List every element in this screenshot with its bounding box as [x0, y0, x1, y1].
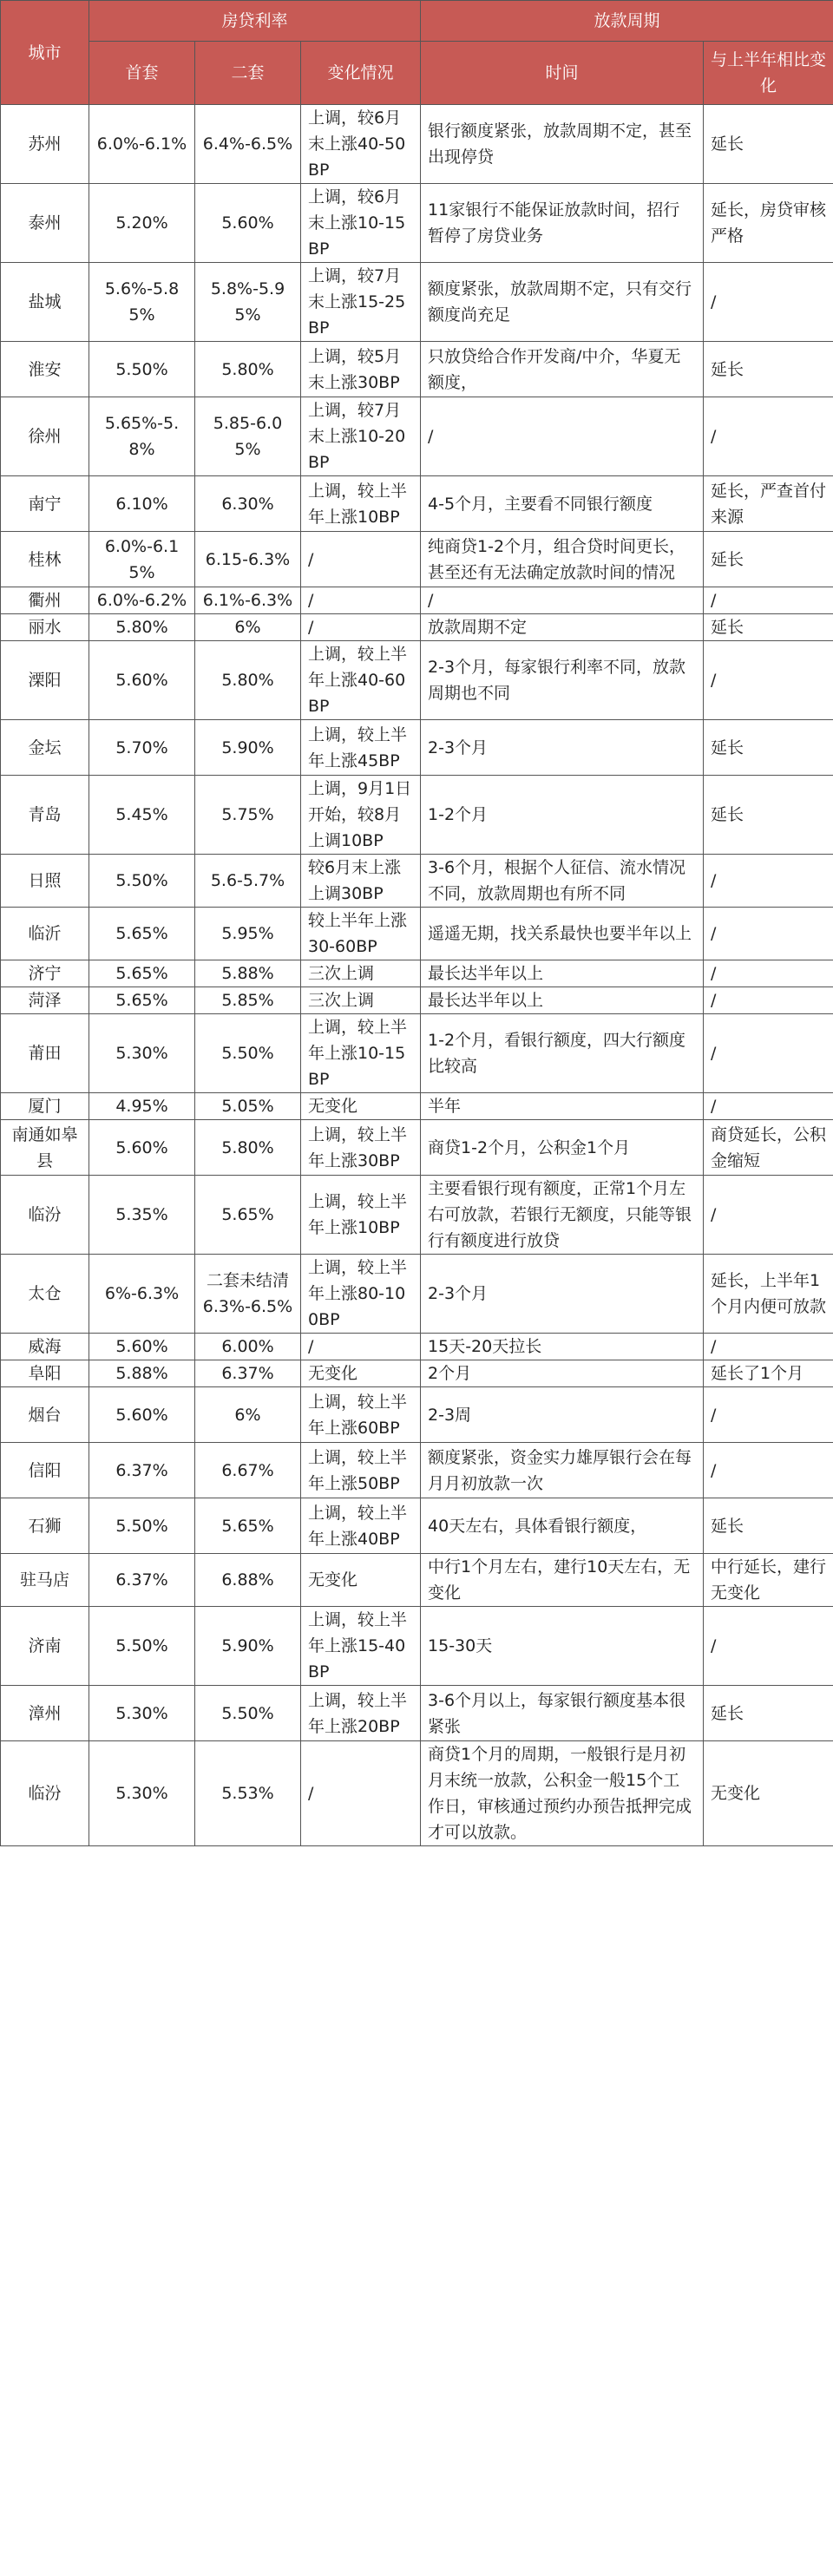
table-row — [1, 1176, 833, 1255]
cell-first-home: 6.0%-6.2% — [89, 587, 195, 614]
cell-change: 上调，较5月末上涨30BP — [301, 342, 421, 397]
cell-city: 盐城 — [1, 263, 89, 342]
cell-compare: / — [704, 1607, 833, 1686]
cell-change: 上调，较7月末上涨15-25BP — [301, 263, 421, 342]
cell-second-home: 5.85-6.05% — [195, 397, 301, 476]
table-row — [1, 1360, 833, 1387]
cell-time: 额度紧张，放款周期不定，只有交行额度尚充足 — [421, 263, 704, 342]
table-row — [1, 1334, 833, 1360]
cell-city: 济南 — [1, 1607, 89, 1686]
cell-city: 漳州 — [1, 1686, 89, 1741]
table-row — [1, 1014, 833, 1093]
table-row — [1, 587, 833, 614]
table-row — [1, 1741, 833, 1846]
cell-change: 上调，较6月末上涨10-15BP — [301, 184, 421, 263]
cell-city: 临汾 — [1, 1741, 89, 1846]
cell-change: 三次上调 — [301, 960, 421, 987]
cell-compare: 延长，房贷审核严格 — [704, 184, 833, 263]
table-row — [1, 1554, 833, 1607]
cell-change: 上调，较上半年上涨10BP — [301, 476, 421, 532]
cell-change: 上调，较上半年上涨15-40BP — [301, 1607, 421, 1686]
cell-compare: 延长 — [704, 720, 833, 776]
cell-time: 主要看银行现有额度，正常1个月左右可放款，若银行无额度，只能等银行有额度进行放贷 — [421, 1176, 704, 1255]
cell-change: 上调，较上半年上涨10-15BP — [301, 1014, 421, 1093]
cell-compare: / — [704, 397, 833, 476]
table-body — [1, 105, 833, 1846]
cell-change: 上调，较上半年上涨20BP — [301, 1686, 421, 1741]
cell-time: 最长达半年以上 — [421, 987, 704, 1014]
cell-second-home: 6.37% — [195, 1360, 301, 1387]
cell-change: 三次上调 — [301, 987, 421, 1014]
cell-first-home: 5.60% — [89, 1334, 195, 1360]
cell-city: 桂林 — [1, 532, 89, 587]
cell-compare: / — [704, 587, 833, 614]
cell-second-home: 6% — [195, 1387, 301, 1443]
table-row — [1, 960, 833, 987]
cell-city: 烟台 — [1, 1387, 89, 1443]
cell-first-home: 5.70% — [89, 720, 195, 776]
cell-first-home: 5.65% — [89, 960, 195, 987]
cell-first-home: 6.0%-6.1% — [89, 105, 195, 184]
table-row — [1, 397, 833, 476]
cell-city: 淮安 — [1, 342, 89, 397]
table-row — [1, 1387, 833, 1443]
cell-change: / — [301, 1334, 421, 1360]
cell-first-home: 6.0%-6.15% — [89, 532, 195, 587]
cell-compare: 延长 — [704, 614, 833, 641]
header-rate-group: 房贷利率 — [89, 1, 421, 42]
cell-compare: / — [704, 908, 833, 960]
cell-change: 无变化 — [301, 1093, 421, 1120]
cell-time: 商贷1个月的周期，一般银行是月初月末统一放款，公积金一般15个工作日，审核通过预约办预告抵押完成才可以放款。 — [421, 1741, 704, 1846]
cell-second-home: 5.60% — [195, 184, 301, 263]
cell-city: 徐州 — [1, 397, 89, 476]
table-row — [1, 1255, 833, 1334]
cell-first-home: 4.95% — [89, 1093, 195, 1120]
cell-time: 纯商贷1-2个月，组合贷时间更长，甚至还有无法确定放款时间的情况 — [421, 532, 704, 587]
cell-second-home: 5.65% — [195, 1176, 301, 1255]
cell-first-home: 5.60% — [89, 1387, 195, 1443]
cell-time: 最长达半年以上 — [421, 960, 704, 987]
cell-compare: / — [704, 1093, 833, 1120]
cell-city: 石狮 — [1, 1498, 89, 1554]
cell-city: 苏州 — [1, 105, 89, 184]
cell-change: / — [301, 614, 421, 641]
cell-change: 上调，较上半年上涨50BP — [301, 1443, 421, 1498]
cell-time: 15-30天 — [421, 1607, 704, 1686]
table-row — [1, 1120, 833, 1176]
table-row — [1, 614, 833, 641]
cell-time: 11家银行不能保证放款时间，招行暂停了房贷业务 — [421, 184, 704, 263]
cell-time: 2个月 — [421, 1360, 704, 1387]
cell-second-home: 6.4%-6.5% — [195, 105, 301, 184]
cell-compare: 延长，上半年1个月内便可放款 — [704, 1255, 833, 1334]
cell-second-home: 5.6-5.7% — [195, 855, 301, 908]
header-compare: 与上半年相比变化 — [704, 42, 833, 105]
cell-compare: / — [704, 987, 833, 1014]
cell-compare: / — [704, 641, 833, 720]
table-row — [1, 1686, 833, 1741]
cell-change: 上调，较上半年上涨80-100BP — [301, 1255, 421, 1334]
cell-change: / — [301, 1741, 421, 1846]
cell-second-home: 5.90% — [195, 720, 301, 776]
cell-time: 放款周期不定 — [421, 614, 704, 641]
cell-city: 临汾 — [1, 1176, 89, 1255]
table-row — [1, 720, 833, 776]
cell-compare: / — [704, 1176, 833, 1255]
cell-city: 金坛 — [1, 720, 89, 776]
cell-change: 较6月末上涨上调30BP — [301, 855, 421, 908]
header-city: 城市 — [1, 1, 89, 105]
cell-city: 泰州 — [1, 184, 89, 263]
table-row — [1, 476, 833, 532]
cell-compare: / — [704, 960, 833, 987]
cell-city: 丽水 — [1, 614, 89, 641]
cell-second-home: 6.67% — [195, 1443, 301, 1498]
table-row — [1, 987, 833, 1014]
cell-first-home: 5.65% — [89, 908, 195, 960]
cell-second-home: 5.88% — [195, 960, 301, 987]
cell-compare: / — [704, 1014, 833, 1093]
cell-compare: 中行延长，建行无变化 — [704, 1554, 833, 1607]
cell-first-home: 5.30% — [89, 1686, 195, 1741]
table-row — [1, 908, 833, 960]
cell-time: 额度紧张，资金实力雄厚银行会在每月月初放款一次 — [421, 1443, 704, 1498]
cell-city: 衢州 — [1, 587, 89, 614]
cell-first-home: 6%-6.3% — [89, 1255, 195, 1334]
cell-first-home: 5.88% — [89, 1360, 195, 1387]
cell-city: 厦门 — [1, 1093, 89, 1120]
cell-time: 商贷1-2个月，公积金1个月 — [421, 1120, 704, 1176]
cell-change: / — [301, 532, 421, 587]
cell-second-home: 5.65% — [195, 1498, 301, 1554]
cell-second-home: 二套未结清6.3%-6.5% — [195, 1255, 301, 1334]
header-second-home: 二套 — [195, 42, 301, 105]
cell-second-home: 6.88% — [195, 1554, 301, 1607]
header-row-top — [1, 1, 833, 42]
cell-time: 40天左右，具体看银行额度， — [421, 1498, 704, 1554]
cell-compare: 商贷延长，公积金缩短 — [704, 1120, 833, 1176]
cell-change: / — [301, 587, 421, 614]
cell-change: 上调，较6月末上涨40-50BP — [301, 105, 421, 184]
cell-compare: 无变化 — [704, 1741, 833, 1846]
cell-second-home: 6.30% — [195, 476, 301, 532]
cell-first-home: 5.45% — [89, 776, 195, 855]
header-first-home: 首套 — [89, 42, 195, 105]
cell-city: 威海 — [1, 1334, 89, 1360]
cell-second-home: 5.85% — [195, 987, 301, 1014]
cell-time: 中行1个月左右，建行10天左右，无变化 — [421, 1554, 704, 1607]
header-change: 变化情况 — [301, 42, 421, 105]
cell-time: / — [421, 397, 704, 476]
cell-city: 阜阳 — [1, 1360, 89, 1387]
cell-city: 莆田 — [1, 1014, 89, 1093]
cell-time: 2-3个月 — [421, 720, 704, 776]
cell-first-home: 5.50% — [89, 855, 195, 908]
cell-compare: / — [704, 1387, 833, 1443]
cell-second-home: 5.05% — [195, 1093, 301, 1120]
cell-first-home: 5.50% — [89, 1607, 195, 1686]
cell-city: 太仓 — [1, 1255, 89, 1334]
cell-second-home: 5.53% — [195, 1741, 301, 1846]
cell-compare: 延长 — [704, 342, 833, 397]
table-row — [1, 1498, 833, 1554]
cell-first-home: 6.10% — [89, 476, 195, 532]
table-row — [1, 1607, 833, 1686]
cell-city: 溧阳 — [1, 641, 89, 720]
cell-time: 1-2个月，看银行额度，四大行额度比较高 — [421, 1014, 704, 1093]
cell-change: 上调，较上半年上涨60BP — [301, 1387, 421, 1443]
cell-city: 南宁 — [1, 476, 89, 532]
table-row — [1, 641, 833, 720]
cell-first-home: 5.6%-5.85% — [89, 263, 195, 342]
cell-time: / — [421, 587, 704, 614]
cell-second-home: 6% — [195, 614, 301, 641]
cell-compare: 延长，严查首付来源 — [704, 476, 833, 532]
cell-compare: / — [704, 855, 833, 908]
cell-city: 驻马店 — [1, 1554, 89, 1607]
cell-change: 上调，较7月末上涨10-20BP — [301, 397, 421, 476]
cell-change: 无变化 — [301, 1360, 421, 1387]
cell-time: 半年 — [421, 1093, 704, 1120]
cell-compare: / — [704, 1334, 833, 1360]
cell-city: 南通如皋县 — [1, 1120, 89, 1176]
cell-compare: 延长 — [704, 532, 833, 587]
cell-change: 无变化 — [301, 1554, 421, 1607]
cell-first-home: 5.50% — [89, 1498, 195, 1554]
table-row — [1, 1093, 833, 1120]
cell-first-home: 5.60% — [89, 1120, 195, 1176]
cell-second-home: 5.50% — [195, 1014, 301, 1093]
table-row — [1, 184, 833, 263]
cell-time: 2-3个月 — [421, 1255, 704, 1334]
cell-second-home: 5.80% — [195, 1120, 301, 1176]
header-period-group: 放款周期 — [421, 1, 833, 42]
cell-first-home: 5.65%-5.8% — [89, 397, 195, 476]
cell-change: 上调，较上半年上涨10BP — [301, 1176, 421, 1255]
cell-second-home: 6.15-6.3% — [195, 532, 301, 587]
table-row — [1, 1443, 833, 1498]
cell-first-home: 5.80% — [89, 614, 195, 641]
cell-city: 信阳 — [1, 1443, 89, 1498]
cell-compare: 延长 — [704, 1498, 833, 1554]
cell-change: 上调，9月1日开始，较8月上调10BP — [301, 776, 421, 855]
cell-city: 济宁 — [1, 960, 89, 987]
cell-time: 3-6个月以上，每家银行额度基本很紧张 — [421, 1686, 704, 1741]
cell-first-home: 5.35% — [89, 1176, 195, 1255]
cell-city: 临沂 — [1, 908, 89, 960]
cell-first-home: 5.30% — [89, 1014, 195, 1093]
cell-second-home: 5.75% — [195, 776, 301, 855]
cell-change: 上调，较上半年上涨45BP — [301, 720, 421, 776]
cell-second-home: 5.95% — [195, 908, 301, 960]
table-row — [1, 855, 833, 908]
cell-time: 1-2个月 — [421, 776, 704, 855]
cell-compare: 延长 — [704, 105, 833, 184]
cell-first-home: 5.65% — [89, 987, 195, 1014]
cell-change: 上调，较上半年上涨40BP — [301, 1498, 421, 1554]
table-row — [1, 105, 833, 184]
header-row-sub — [1, 42, 833, 105]
cell-city: 菏泽 — [1, 987, 89, 1014]
cell-compare: 延长了1个月 — [704, 1360, 833, 1387]
cell-time: 3-6个月，根据个人征信、流水情况不同，放款周期也有所不同 — [421, 855, 704, 908]
cell-second-home: 5.80% — [195, 641, 301, 720]
cell-second-home: 6.1%-6.3% — [195, 587, 301, 614]
cell-second-home: 6.00% — [195, 1334, 301, 1360]
cell-city: 青岛 — [1, 776, 89, 855]
cell-first-home: 5.20% — [89, 184, 195, 263]
cell-second-home: 5.50% — [195, 1686, 301, 1741]
cell-change: 上调，较上半年上涨30BP — [301, 1120, 421, 1176]
table-row — [1, 263, 833, 342]
cell-time: 2-3周 — [421, 1387, 704, 1443]
cell-time: 2-3个月，每家银行利率不同，放款周期也不同 — [421, 641, 704, 720]
cell-time: 银行额度紧张，放款周期不定，甚至出现停贷 — [421, 105, 704, 184]
cell-compare: 延长 — [704, 776, 833, 855]
cell-first-home: 6.37% — [89, 1443, 195, 1498]
cell-time: 遥遥无期，找关系最快也要半年以上 — [421, 908, 704, 960]
cell-first-home: 5.50% — [89, 342, 195, 397]
cell-compare: / — [704, 1443, 833, 1498]
cell-second-home: 5.8%-5.95% — [195, 263, 301, 342]
cell-change: 较上半年上涨30-60BP — [301, 908, 421, 960]
cell-first-home: 6.37% — [89, 1554, 195, 1607]
cell-second-home: 5.90% — [195, 1607, 301, 1686]
table-row — [1, 776, 833, 855]
cell-time: 15天-20天拉长 — [421, 1334, 704, 1360]
table-row — [1, 532, 833, 587]
cell-time: 4-5个月，主要看不同银行额度 — [421, 476, 704, 532]
cell-change: 上调，较上半年上涨40-60BP — [301, 641, 421, 720]
cell-first-home: 5.60% — [89, 641, 195, 720]
cell-first-home: 5.30% — [89, 1741, 195, 1846]
table-row — [1, 342, 833, 397]
cell-city: 日照 — [1, 855, 89, 908]
cell-time: 只放贷给合作开发商/中介，华夏无额度， — [421, 342, 704, 397]
header-time: 时间 — [421, 42, 704, 105]
cell-compare: 延长 — [704, 1686, 833, 1741]
cell-second-home: 5.80% — [195, 342, 301, 397]
cell-compare: / — [704, 263, 833, 342]
